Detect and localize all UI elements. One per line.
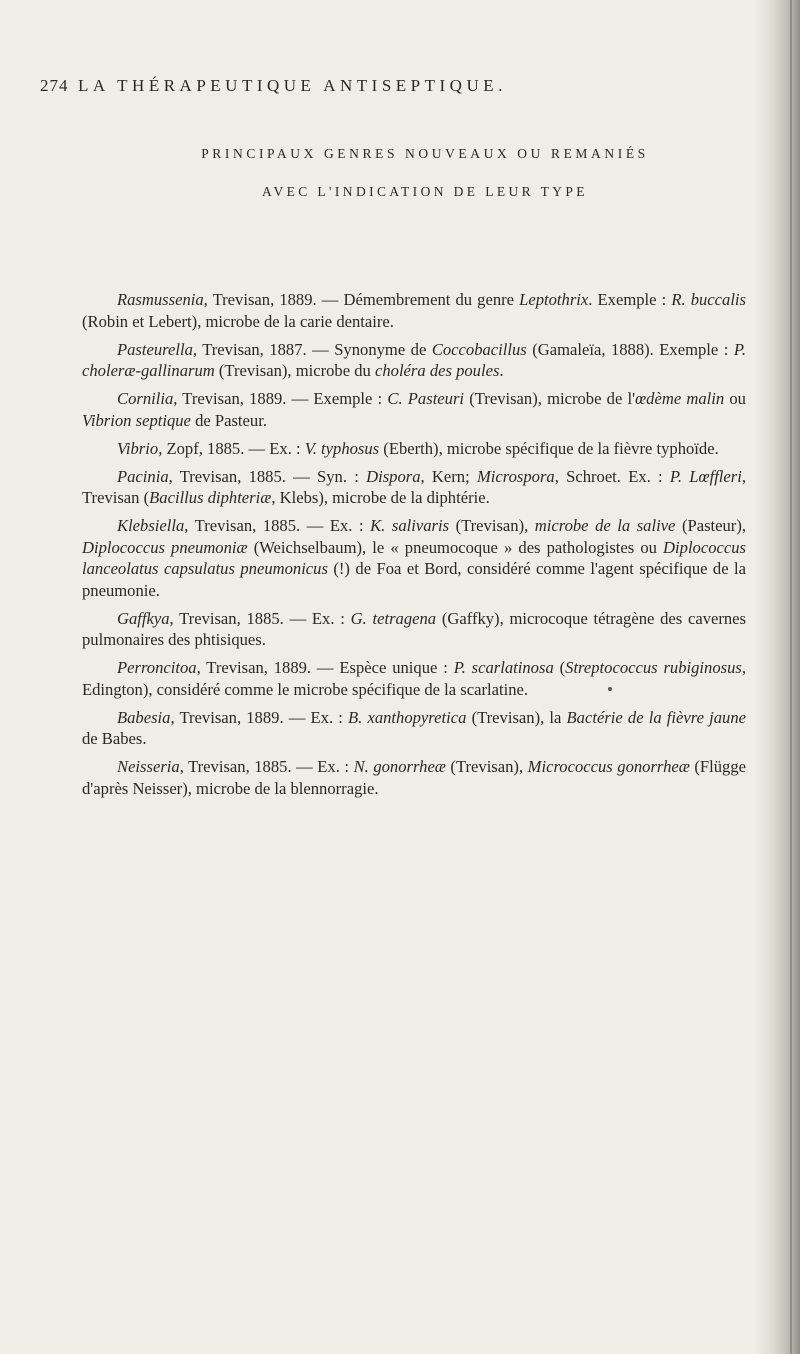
italic-term: Bactérie de la fièvre jaune xyxy=(566,707,746,727)
entry-text: (Eberth), microbe spécifique de la fièvre typhoïde. xyxy=(379,438,719,458)
italic-term: Neisseria xyxy=(117,757,180,776)
italic-term: microbe de la salive xyxy=(534,516,676,535)
entry-cornilia xyxy=(82,388,746,431)
entry-text: , Trevisan, 1885. — Ex. : xyxy=(184,516,371,535)
italic-term: K. salivaris xyxy=(370,516,450,535)
entry-text: (Gamaleïa, 1888). Exemple : xyxy=(526,339,734,359)
entry-text: (Trevisan), microbe de l' xyxy=(464,389,636,408)
italic-term: Diplococcus pneumoniæ xyxy=(82,537,248,557)
entry-text: (Trevisan), xyxy=(449,516,535,535)
italic-term: R. buccalis xyxy=(671,290,746,309)
italic-term: G. tetragena xyxy=(350,608,437,628)
italic-term: Pasteurella xyxy=(117,339,193,359)
entry-text: (Robin et Lebert), microbe de la carie dentaire. xyxy=(82,311,394,331)
entry-text: . xyxy=(499,361,504,380)
entry-text: , Trevisan, 1889. — Exemple : xyxy=(173,389,388,408)
entry-text: , Klebs), microbe de la diphtérie. xyxy=(271,488,490,507)
italic-term: Diplococcus lanceolatus capsulatus pneumonicus xyxy=(82,537,746,578)
italic-term: B. xanthopyretica xyxy=(348,707,467,727)
page-edge-shadow xyxy=(756,0,800,1354)
entry-pasteurella xyxy=(82,339,746,382)
page-number: 274 xyxy=(40,76,69,95)
italic-term: Gaffkya xyxy=(117,608,170,628)
section-subtitle: AVEC L'INDICATION DE LEUR TYPE xyxy=(262,184,588,199)
ink-speck xyxy=(608,687,612,691)
italic-term: P. Lœffleri xyxy=(669,466,742,486)
entry-text: , Trevisan, 1889. — Démembrement du genre xyxy=(203,290,520,309)
entry-vibrio xyxy=(82,438,746,460)
entry-text: , Kern; xyxy=(420,466,477,486)
entry-text: de Babes. xyxy=(82,729,147,748)
italic-term: Streptococcus rubiginosus xyxy=(565,658,742,677)
section-title: PRINCIPAUX GENRES NOUVEAUX OU REMANIÉS xyxy=(201,146,649,161)
italic-term: Microspora xyxy=(476,466,555,486)
entry-text: , Trevisan, 1889. — Espèce unique : xyxy=(196,658,454,677)
italic-term: Rasmussenia xyxy=(117,290,204,309)
entry-text: , Trevisan, 1885. — Syn. : xyxy=(168,466,367,486)
italic-term: Klebsiella xyxy=(117,516,185,535)
entry-text: , Schroet. Ex. : xyxy=(554,466,670,486)
italic-term: Babesia xyxy=(117,707,171,727)
italic-term: Micrococcus gonorrheæ xyxy=(527,757,690,776)
entry-text: , Edington), considéré comme le microbe spécifique de la scarlatine. xyxy=(82,658,746,699)
italic-term: Perroncitoa xyxy=(117,658,197,677)
italic-term: Cornilia xyxy=(117,389,174,408)
italic-term: Vibrio xyxy=(117,438,159,458)
italic-term: Pacinia xyxy=(117,466,169,486)
italic-term: V. typhosus xyxy=(304,438,380,458)
entry-text: , Trevisan ( xyxy=(82,466,747,507)
entry-text: (Trevisan), xyxy=(445,757,528,776)
entry-text: (!) de Foa et Bord, considéré comme l'agent spécifique de la pneumonie. xyxy=(82,559,746,600)
italic-term: Vibrion septique xyxy=(82,410,191,430)
entry-neisseria xyxy=(82,756,746,799)
entry-text: ou xyxy=(724,389,746,408)
entry-text: (Gaffky), microcoque tétragène des cavernes pulmonaires des phtisiques. xyxy=(82,608,747,649)
entry-pacinia xyxy=(82,466,746,509)
entry-text: (Weichselbaum), le « pneumocoque » des pathologistes ou xyxy=(247,537,664,557)
italic-term: Bacillus diphteriæ xyxy=(149,488,272,507)
entry-text: , Trevisan, 1885. — Ex. : xyxy=(169,608,351,628)
entry-text: de Pasteur. xyxy=(190,410,267,430)
entry-perroncitoa xyxy=(82,657,746,700)
entry-gaffkya xyxy=(82,608,746,651)
italic-term: choléra des poules xyxy=(374,361,500,380)
entry-text: (Pasteur), xyxy=(675,516,747,535)
entry-klebsiella xyxy=(82,515,746,601)
entry-text: , Trevisan, 1887. — Synonyme de xyxy=(192,339,432,359)
entry-babesia xyxy=(82,707,746,750)
entry-text: (Trevisan), la xyxy=(466,707,567,727)
italic-term: Coccobacillus xyxy=(431,339,527,359)
entry-text: (Flügge d'après Neisser), microbe de la blennorragie. xyxy=(82,757,746,798)
italic-term: C. Pasteuri xyxy=(387,389,465,408)
italic-term: N. gonorrheæ xyxy=(353,757,446,776)
entry-rasmussenia xyxy=(82,289,746,332)
page-edge-line xyxy=(790,0,792,1354)
entry-text: , Trevisan, 1889. — Ex. : xyxy=(170,707,349,727)
entry-text: . Exemple : xyxy=(588,290,672,309)
page-header xyxy=(40,76,740,106)
italic-term: P. choleræ-gallinarum xyxy=(82,339,746,380)
entry-text: (Trevisan), microbe du xyxy=(214,361,375,380)
italic-term: Leptothrix xyxy=(519,290,589,309)
entry-text: ( xyxy=(553,658,566,677)
italic-term: P. scarlatinosa xyxy=(453,658,554,677)
entry-text: , Trevisan, 1885. — Ex. : xyxy=(179,757,354,776)
genus-entries xyxy=(82,289,746,806)
running-title: LA THÉRAPEUTIQUE ANTISEPTIQUE. xyxy=(78,76,507,95)
italic-term: Dispora xyxy=(366,466,421,486)
entry-text: , Zopf, 1885. — Ex. : xyxy=(158,438,305,458)
italic-term: œdème malin xyxy=(635,389,725,408)
